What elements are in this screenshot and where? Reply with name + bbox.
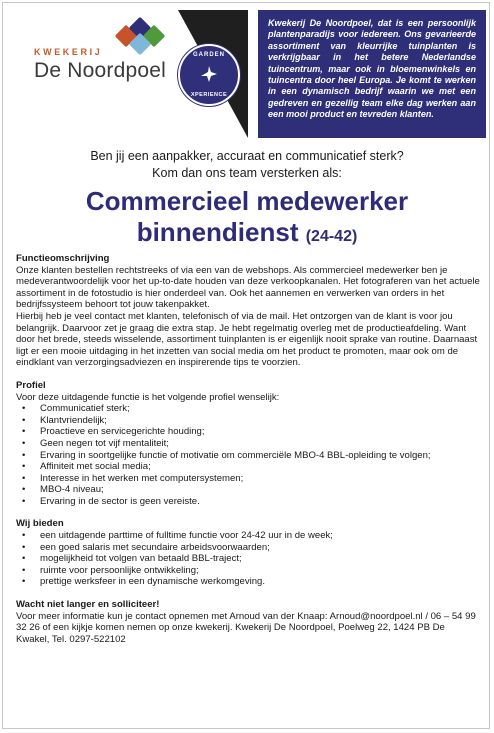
logo-title: De Noordpoel [34,59,166,82]
header [10,10,486,138]
list-item: • prettige werksfeer in een dynamische werkomgeving. [16,576,480,588]
logo-subtitle: KWEKERIJ [34,47,103,57]
functie-text-1: Onze klanten bestellen rechtstreeks of via een van de webshops. Als commercieel medewerker ben je medeverantwoordelijk voor het up-to-date houden van deze verkoopkanalen. Het fotograferen van het actuele assortiment in de fotostudio is hier onderdeel van. Ook het aannemen en verwerken van orders in het bedrijfssysteem behoort tot jouw takenpakket. [16,264,480,311]
job-title [0,186,494,252]
job-title-line-2 [0,217,494,252]
badge-top-text: GARDEN [192,52,225,58]
list-item: • Ervaring in de sector is geen vereiste. [16,496,480,508]
list-item: • Klantvriendelijk; [16,415,480,427]
bird-icon [199,64,219,84]
logo-tiles-icon [118,18,178,58]
solliciteer-heading: Wacht niet langer en solliciteer! [16,599,160,611]
bieden-heading: Wij bieden [16,518,64,530]
list-item: • Geen negen tot vijf mentaliteit; [16,438,480,450]
list-item: • Affiniteit met social media; [16,461,480,473]
list-item: • ruimte voor persoonlijke ontwikkeling; [16,565,480,577]
intro-line-1: Ben jij een aanpakker, accuraat en communicatief sterk? [90,149,404,163]
profiel-intro: Voor deze uitdagende functie is het volgende profiel wenselijk: [16,391,280,403]
functie-text-2: Hierbij heb je veel contact met klanten, telefonisch of via de mail. Het ontzorgen van de klant is voor jou belangrijk. Daarvoor zet je graag die extra stap. Je hebt regelmatig overleg met de productieafdeling. Want door het brede, steeds wisselende, assortiment tuinplanten is er eigenlijk nooit sprake van routine. Daarnaast ligt er een mooie uitdaging in het inzetten van social media om het product te promoten, maar ook om de eindklant van verzorgingsadviezen en inspirerende tips te voorzien. [16,310,478,369]
content [16,253,480,645]
profiel-heading: Profiel [16,379,46,391]
list-item: • Communicatief sterk; [16,403,480,415]
company-description: Kwekerij De Noordpoel, dat is een persoonlijk plantenparadijs voor iedereen. Ons gevarieerde assortiment van kleurrijke tuinplanten is verkrijgbaar in het betere Nederlandse tuincentrum, maar ook in bloemenwinkels en tuincentra door heel Europa. Je komt te werken in een dynamisch bedrijf waarin we met een gedreven en gezellig team elke dag werken aan een mooi product en tevreden klanten. [258,10,486,138]
job-title-hours: (24-42) [305,228,358,245]
intro [0,148,494,182]
spacer [16,588,480,599]
list-item: • Interesse in het werken met computersystemen; [16,473,480,485]
job-title-line-2-text: binnendienst [136,217,299,247]
bieden-list [16,530,480,588]
intro-line-2: Kom dan ons team versterken als: [152,166,342,180]
list-item: • Ervaring in soortgelijke functie of motivatie om commerciële MBO-4 BBL-opleiding te volgen; [16,450,480,462]
list-item: • een goed salaris met secundaire arbeidsvoorwaarden; [16,542,480,554]
job-title-line-1: Commercieel medewerker [85,186,409,216]
list-item: • een uitdagende parttime of fulltime functie voor 24-42 uur in de week; [16,530,480,542]
list-item: • Proactieve en servicegerichte houding; [16,426,480,438]
garden-xperience-badge [178,44,240,106]
list-item: • mogelijkheid tot volgen van betaald BBL-traject; [16,553,480,565]
spacer [16,507,480,518]
badge-bottom-text: XPERIENCE [190,92,228,98]
spacer [16,369,480,380]
functie-heading: Functieomschrijving [16,253,110,264]
contact-text: Voor meer informatie kun je contact opnemen met Arnoud van der Knaap: Arnoud@noordpoel.nl / 06 – 54 99 32 26 of een kijkje komen nemen op onze kwekerij. Kwekerij De Noordpoel, Poelweg 22, 1424 PB De Kwakel, Tel. 0297-522102 [16,610,476,645]
list-item: • MBO-4 niveau; [16,484,480,496]
profiel-list [16,403,480,507]
